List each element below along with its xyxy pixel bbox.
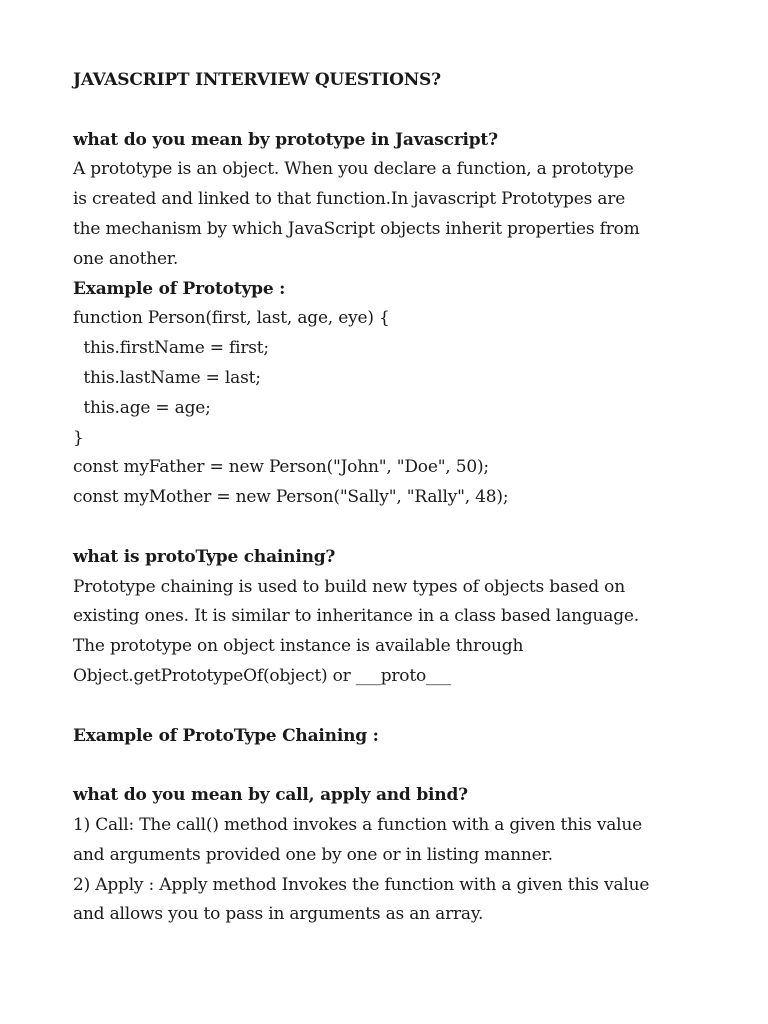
question-heading-prototype: what do you mean by prototype in Javascript? bbox=[73, 129, 498, 150]
paragraph-line: one another. bbox=[73, 248, 179, 269]
paragraph-line: existing ones. It is similar to inheritance in a class based language. bbox=[73, 606, 639, 627]
question-heading-prototype-chaining: what is protoType chaining? bbox=[73, 546, 336, 567]
spacer bbox=[73, 513, 703, 543]
paragraph-line: A prototype is an object. When you declare a function, a prototype bbox=[73, 159, 634, 180]
code-line: function Person(first, last, age, eye) { bbox=[73, 308, 390, 329]
code-line: const myMother = new Person("Sally", "Rally", 48); bbox=[73, 487, 509, 508]
question-heading-call-apply-bind: what do you mean by call, apply and bind? bbox=[73, 785, 468, 806]
paragraph-line: Object.getPrototypeOf(object) or ___proto___ bbox=[73, 665, 451, 686]
spacer bbox=[73, 692, 703, 722]
example-heading-prototype-chaining: Example of ProtoType Chaining : bbox=[73, 725, 379, 746]
spacer bbox=[73, 751, 703, 781]
code-line: this.lastName = last; bbox=[73, 367, 261, 388]
example-heading-prototype: Example of Prototype : bbox=[73, 278, 286, 299]
document-page bbox=[73, 66, 703, 930]
paragraph-line: and arguments provided one by one or in listing manner. bbox=[73, 844, 553, 865]
document-title: JAVASCRIPT INTERVIEW QUESTIONS? bbox=[73, 70, 441, 90]
paragraph-line: and allows you to pass in arguments as an array. bbox=[73, 904, 484, 925]
code-line: } bbox=[73, 427, 84, 448]
paragraph-line: the mechanism by which JavaScript objects inherit properties from bbox=[73, 218, 640, 239]
paragraph-line: 2) Apply : Apply method Invokes the function with a given this value bbox=[73, 874, 650, 895]
code-line: const myFather = new Person("John", "Doe", 50); bbox=[73, 457, 489, 478]
paragraph-line: Prototype chaining is used to build new types of objects based on bbox=[73, 576, 625, 597]
paragraph-line: 1) Call: The call() method invokes a function with a given this value bbox=[73, 814, 643, 835]
spacer bbox=[73, 96, 703, 126]
paragraph-line: is created and linked to that function.In javascript Prototypes are bbox=[73, 189, 626, 210]
code-line: this.age = age; bbox=[73, 397, 211, 418]
code-line: this.firstName = first; bbox=[73, 338, 269, 359]
paragraph-line: The prototype on object instance is available through bbox=[73, 636, 524, 657]
